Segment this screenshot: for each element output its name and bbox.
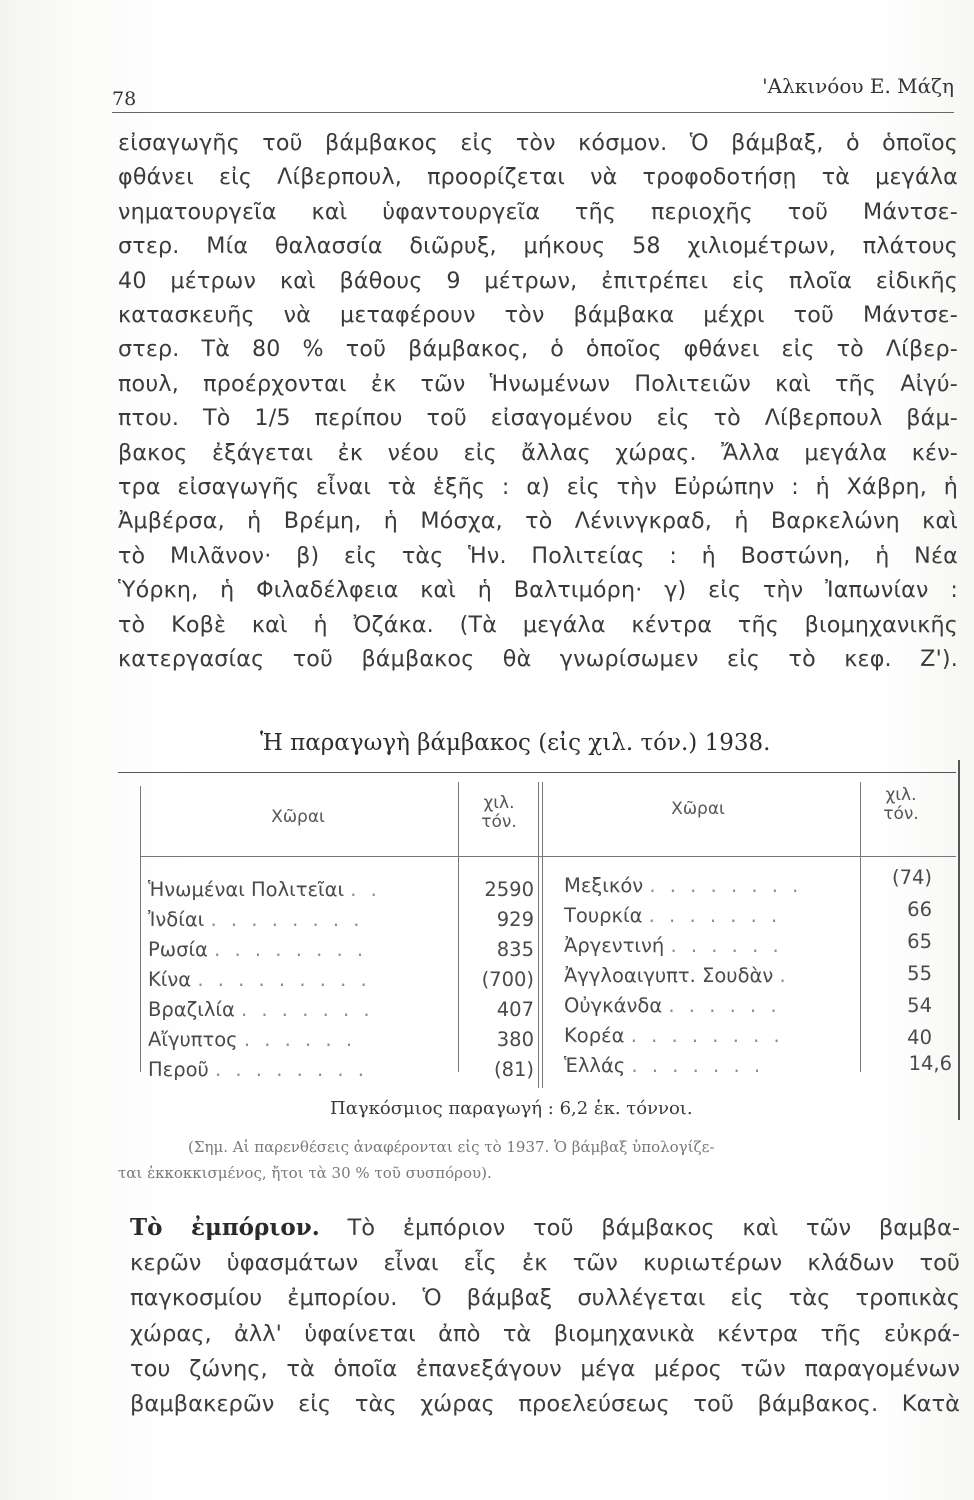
- page-header: [112, 72, 954, 113]
- unit-line: χιλ.: [483, 793, 515, 813]
- country-name: Κίνα: [148, 968, 192, 991]
- text-line: στερ. Μία θαλασσία διῶρυξ, μήκους 58 χιλιομέτρων, πλάτους: [118, 233, 958, 260]
- country-name: Μεξικόν: [564, 874, 644, 897]
- table-row: Οὐγκάνδα . . . . . .: [564, 994, 781, 1017]
- text-line: Ὑόρκη, ἡ Φιλαδέλφεια καὶ ἡ Βαλτιμόρη· γ) εἰς τὴν Ἰαπωνίαν :: [118, 577, 958, 604]
- table-row: Ἰνδίαι . . . . . . . .: [148, 908, 364, 931]
- production-table: [118, 772, 956, 1100]
- section-title: Τὸ ἐμπόριον.: [130, 1214, 320, 1241]
- section-first-line: Τὸ ἐμπόριον τοῦ βάμβακος καὶ τῶν βαμβα-: [319, 1215, 961, 1241]
- table-row: Κίνα . . . . . . . . .: [148, 968, 371, 991]
- text-line: κατασκευῆς νὰ μεταφέρουν τὸν βάμβακα μέχρι τοῦ Μάντσε-: [118, 302, 958, 329]
- text-line: τὸ Μιλᾶνον· β) εἰς τὰς Ἡν. Πολιτείας : ἡ Βοστώνη, ἡ Νέα: [118, 542, 958, 569]
- world-production-total: Παγκόσμιος παραγωγή : 6,2 ἑκ. τόννοι.: [330, 1098, 693, 1119]
- table-row: Κορέα . . . . . . . .: [564, 1024, 784, 1047]
- table-header-rule: [140, 856, 956, 857]
- text-line: βακος ἐξάγεται ἐκ νέου εἰς ἄλλας χώρας. Ἄλλα μεγάλα κέν-: [118, 439, 958, 466]
- production-value: 835: [496, 938, 534, 961]
- table-row: Βραζιλία . . . . . . .: [148, 998, 374, 1021]
- unit-line: τόν.: [481, 812, 517, 832]
- country-name: Ρωσία: [148, 938, 208, 961]
- country-name: Ἰνδίαι: [148, 908, 205, 931]
- table-title: Ἡ παραγωγὴ βάμβακος (εἰς χιλ. τόν.) 1938.: [260, 730, 771, 756]
- text-line: κερῶν ὑφασμάτων εἶναι εἷς ἐκ τῶν κυριωτέρων κλάδων τοῦ: [130, 1250, 960, 1277]
- note-line: (Σημ. Αἱ παρενθέσεις ἀναφέρονται εἰς τὸ 1937. Ὁ βάμβαξ ὑπολογίζε-: [188, 1138, 715, 1156]
- country-name: Ἀργεντινή: [564, 934, 665, 957]
- table-row: Αἴγυπτος . . . . . .: [148, 1028, 357, 1051]
- country-name: Τουρκία: [564, 904, 643, 927]
- text-line: παγκοσμίου ἐμπορίου. Ὁ βάμβαξ συλλέγεται εἰς τὰς τροπικὰς: [130, 1285, 960, 1312]
- table-note: [118, 1134, 958, 1186]
- unit-line: χιλ.: [885, 785, 917, 805]
- text-line: 40 μέτρων καὶ βάθους 9 μέτρων, ἐπιτρέπει εἰς πλοῖα εἰδικῆς: [118, 267, 958, 294]
- production-value: 407: [496, 998, 534, 1021]
- production-value: 55: [907, 962, 932, 985]
- production-value: 66: [907, 898, 932, 921]
- country-name: Αἴγυπτος: [148, 1028, 238, 1051]
- trade-section: [130, 1210, 960, 1422]
- column-header-countries: Χῶραι: [671, 799, 725, 819]
- text-line: βαμβακερῶν εἰς τὰς χώρας προελεύσεως τοῦ βάμβακος. Κατὰ: [130, 1391, 960, 1418]
- production-value: (81): [493, 1058, 534, 1081]
- running-head: 'Αλκινόου Ε. Μάζη: [762, 74, 954, 98]
- table-column-divider: [860, 782, 861, 1072]
- production-value: 380: [496, 1028, 534, 1051]
- table-row: Ρωσία . . . . . . . .: [148, 938, 368, 961]
- text-line: πουλ, προέρχονται ἐκ τῶν Ἡνωμένων Πολιτειῶν καὶ τῆς Αἰγύ-: [118, 370, 958, 397]
- table-middle-divider: [538, 782, 539, 1088]
- table-middle-divider: [542, 782, 543, 1088]
- table-left-border: [140, 786, 141, 1072]
- production-value: 40: [907, 1026, 932, 1049]
- country-name: Ἑλλάς: [564, 1054, 626, 1077]
- text-line: τρα εἰσαγωγῆς εἶναι τὰ ἑξῆς : α) εἰς τὴν Εὐρώπην : ἡ Χάβρη, ἡ: [118, 474, 958, 501]
- country-name: Οὐγκάνδα: [564, 994, 663, 1017]
- production-value: 929: [496, 908, 534, 931]
- text-line: χώρας, ἀλλ' ὑφαίνεται ἀπὸ τὰ βιομηχανικὰ κέντρα τῆς εὐκρά-: [130, 1320, 960, 1347]
- production-value: 14,6: [908, 1052, 952, 1075]
- text-line: κατεργασίας τοῦ βάμβακος θὰ γνωρίσωμεν εἰς τὸ κεφ. Ζ').: [118, 646, 958, 673]
- text-line: πτου. Τὸ 1/5 περίπου τοῦ εἰσαγομένου εἰς τὸ Λίβερπουλ βάμ-: [118, 405, 958, 432]
- production-value: (74): [891, 866, 932, 889]
- column-header-countries: Χῶραι: [271, 807, 325, 827]
- table-row: Ἀγγλοαιγυπτ. Σουδὰν .: [564, 964, 790, 987]
- text-line: τὸ Κοβὲ καὶ ἡ Ὀζάκα. (Τὰ μεγάλα κέντρα τῆς βιομηχανικῆς: [118, 611, 958, 638]
- table-column-divider: [458, 782, 459, 1072]
- column-header-unit: [866, 786, 936, 824]
- body-paragraph: [118, 126, 958, 677]
- country-name: Ἡνωμέναι Πολιτεῖαι: [148, 878, 345, 901]
- table-row: Τουρκία . . . . . . .: [564, 904, 782, 927]
- country-name: Περοῦ: [148, 1058, 209, 1081]
- table-row: Ἑλλάς . . . . . . .: [564, 1054, 765, 1077]
- country-name: Ἀγγλοαιγυπτ. Σουδὰν: [564, 964, 774, 987]
- country-name: Κορέα: [564, 1024, 625, 1047]
- note-line: ται ἐκκοκκισμένος, ἤτοι τὰ 30 % τοῦ συσπόρου).: [118, 1164, 492, 1182]
- text-line: νηματουργεῖα καὶ ὑφαντουργεῖα τῆς περιοχῆς τοῦ Μάντσε-: [118, 198, 958, 225]
- text-line: Ἀμβέρσα, ἡ Βρέμη, ἡ Μόσχα, τὸ Λένινγκραδ, ἡ Βαρκελώνη καὶ: [118, 508, 958, 535]
- country-name: Βραζιλία: [148, 998, 235, 1021]
- margin-rule: [958, 760, 960, 1120]
- column-header-unit: [464, 794, 534, 832]
- table-row: Ἡνωμέναι Πολιτεῖαι . .: [148, 878, 381, 901]
- production-value: 2590: [484, 878, 534, 901]
- text-line: στερ. Τὰ 80 % τοῦ βάμβακος, ὁ ὁποῖος φθάνει εἰς τὸ Λίβερ-: [118, 336, 958, 363]
- table-row: Μεξικόν . . . . . . . .: [564, 874, 803, 897]
- production-value: (700): [481, 968, 534, 991]
- text-line: εἰσαγωγῆς τοῦ βάμβακος εἰς τὸν κόσμον. Ὁ βάμβαξ, ὁ ὁποῖος: [118, 130, 958, 156]
- page-number: 78: [112, 88, 137, 110]
- text-line: του ζώνης, τὰ ὁποῖα ἐπανεξάγουν μέγα μέρος τῶν παραγομένων: [130, 1355, 960, 1382]
- production-value: 54: [907, 994, 932, 1017]
- text-line: [130, 1210, 960, 1246]
- table-row: Ἀργεντινή . . . . . .: [564, 934, 783, 957]
- production-value: 65: [907, 930, 932, 953]
- text-line: φθάνει εἰς Λίβερπουλ, προορίζεται νὰ τροφοδοτήσῃ τὰ μεγάλα: [118, 164, 958, 191]
- unit-line: τόν.: [883, 804, 919, 824]
- table-top-rule: [118, 772, 956, 773]
- table-row: Περοῦ . . . . . . . .: [148, 1058, 368, 1081]
